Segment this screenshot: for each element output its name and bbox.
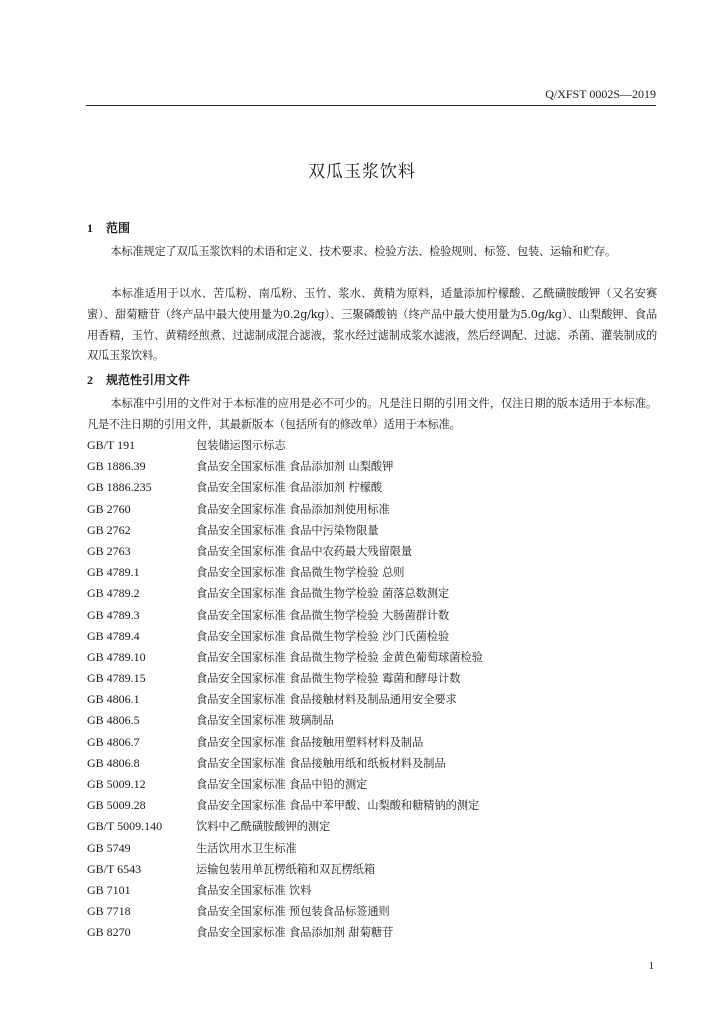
reference-code: GB 8270 [87,925,131,940]
page-number: 1 [648,960,654,972]
reference-item [87,774,657,795]
reference-code: GB 4806.7 [87,734,140,749]
reference-title: 食品安全国家标准 食品添加剂 柠檬酸 [196,481,383,495]
reference-item [87,795,657,816]
reference-item [87,838,657,859]
reference-title: 食品安全国家标准 预包装食品标签通则 [196,905,390,919]
reference-title: 食品安全国家标准 食品中铅的测定 [196,778,368,791]
reference-code: GB 4789.3 [87,607,140,622]
reference-code: GB 4789.4 [87,628,140,643]
reference-item [87,562,657,583]
reference-title: 食品安全国家标准 食品微生物学检验 霉菌和酵母计数 [196,672,461,686]
reference-code: GB 4789.1 [87,565,140,580]
reference-title: 食品安全国家标准 食品微生物学检验 金黄色葡萄球菌检验 [196,650,483,664]
reference-title: 食品安全国家标准 玻璃制品 [196,714,334,728]
reference-code: GB 5009.12 [87,777,146,791]
reference-code: GB 4789.10 [87,649,146,664]
section-1-paragraph-1: 本标准规定了双瓜玉浆饮料的术语和定义、技术要求、检验方法、检验规则、标签、包装、运输和贮存。 [110,245,616,258]
section-1-number: 1 [87,221,93,235]
reference-item [87,689,657,710]
reference-item [87,732,657,753]
reference-title: 食品安全国家标准 食品微生物学检验 总则 [196,566,405,580]
reference-title: 食品安全国家标准 食品中农药最大残留限量 [196,544,413,558]
reference-item [87,901,657,922]
section-1-title: 范围 [106,221,131,235]
reference-item [87,541,657,562]
reference-item [87,816,657,837]
reference-code: GB 2763 [87,543,131,558]
reference-title: 生活饮用水卫生标准 [196,841,297,855]
reference-item [87,477,657,498]
reference-title: 食品安全国家标准 食品接触材料及制品通用安全要求 [196,693,457,707]
reference-code: GB 2760 [87,501,131,516]
reference-title: 食品安全国家标准 食品微生物学检验 沙门氏菌检验 [196,629,450,643]
reference-code: GB 2762 [87,522,131,537]
reference-title: 食品安全国家标准 食品添加剂使用标准 [196,502,390,516]
reference-title: 食品安全国家标准 食品微生物学检验 菌落总数测定 [196,587,450,601]
reference-code: GB/T 191 [87,438,136,452]
reference-list [87,435,657,944]
reference-title: 运输包装用单瓦楞纸箱和双瓦楞纸箱 [196,862,376,876]
reference-code: GB 5749 [87,840,131,855]
reference-title: 食品安全国家标准 食品中污染物限量 [196,523,379,537]
reference-item [87,710,657,731]
section-1-heading [87,219,130,236]
reference-title: 食品安全国家标准 食品添加剂 山梨酸钾 [196,460,394,474]
document-title: 双瓜玉浆饮料 [308,162,416,182]
standard-code: Q/XFST 0002S—2019 [545,87,656,101]
reference-code: GB 5009.28 [87,798,146,813]
reference-title: 食品安全国家标准 食品接触用塑料材料及制品 [196,735,424,749]
reference-code: GB 4806.1 [87,692,140,707]
reference-title: 饮料中乙酰磺胺酸钾的测定 [196,820,331,834]
reference-item [87,626,657,647]
reference-code: GB 7101 [87,882,131,897]
reference-item [87,583,657,604]
reference-title: 食品安全国家标准 食品中苯甲酸、山梨酸和糖精钠的测定 [196,799,480,813]
reference-item [87,668,657,689]
reference-title: 食品安全国家标准 食品微生物学检验 大肠菌群计数 [196,608,450,622]
reference-item [87,859,657,880]
section-2-title: 规范性引用文件 [106,373,191,387]
reference-code: GB 4789.15 [87,671,146,686]
reference-item [87,647,657,668]
reference-item [87,435,657,456]
reference-code: GB 4806.8 [87,755,140,770]
reference-title: 食品安全国家标准 饮料 [196,883,312,897]
reference-code: GB 1886.235 [87,480,152,495]
section-2-heading [87,371,190,388]
reference-code: GB/T 6543 [87,861,142,876]
reference-item [87,520,657,541]
reference-code: GB 4789.2 [87,586,140,601]
reference-item [87,922,657,943]
reference-title: 食品安全国家标准 食品接触用纸和纸板材料及制品 [196,756,446,770]
reference-item [87,753,657,774]
reference-code: GB/T 5009.140 [87,819,163,834]
reference-item [87,456,657,477]
reference-code: GB 4806.5 [87,713,140,728]
reference-code: GB 1886.39 [87,459,146,474]
section-2-intro: 本标准中引用的文件对于本标准的应用是必不可少的。凡是注日期的引用文件，仅注日期的版本适用于本标准。凡是不注日期的引用文件，其最新版本（包括所有的修改单）适用于本标准。 [87,397,657,431]
header-rule [86,105,656,106]
reference-item [87,499,657,520]
section-2-number: 2 [87,373,93,387]
reference-item [87,880,657,901]
reference-code: GB 7718 [87,904,131,919]
section-1-paragraph-2: 本标准适用于以水、苦瓜粉、南瓜粉、玉竹、浆水、黄精为原料，适量添加柠檬酸、乙酰磺胺酸钾（又名安赛蜜）、甜菊糖苷（终产品中最大使用量为0.2g/kg）、三聚磷酸钠（终产品中最大使用量为5.0g/kg）、山梨酸钾、食品用香精，玉竹、黄精经煎煮、过滤制成混合滤液，浆水经过滤制成浆水滤液，然后经调配、过滤、杀菌、灌装制成的双瓜玉浆饮料。 [87,287,657,363]
reference-title: 包装储运图示标志 [196,439,286,452]
reference-item [87,605,657,626]
reference-title: 食品安全国家标准 食品添加剂 甜菊糖苷 [196,926,394,940]
